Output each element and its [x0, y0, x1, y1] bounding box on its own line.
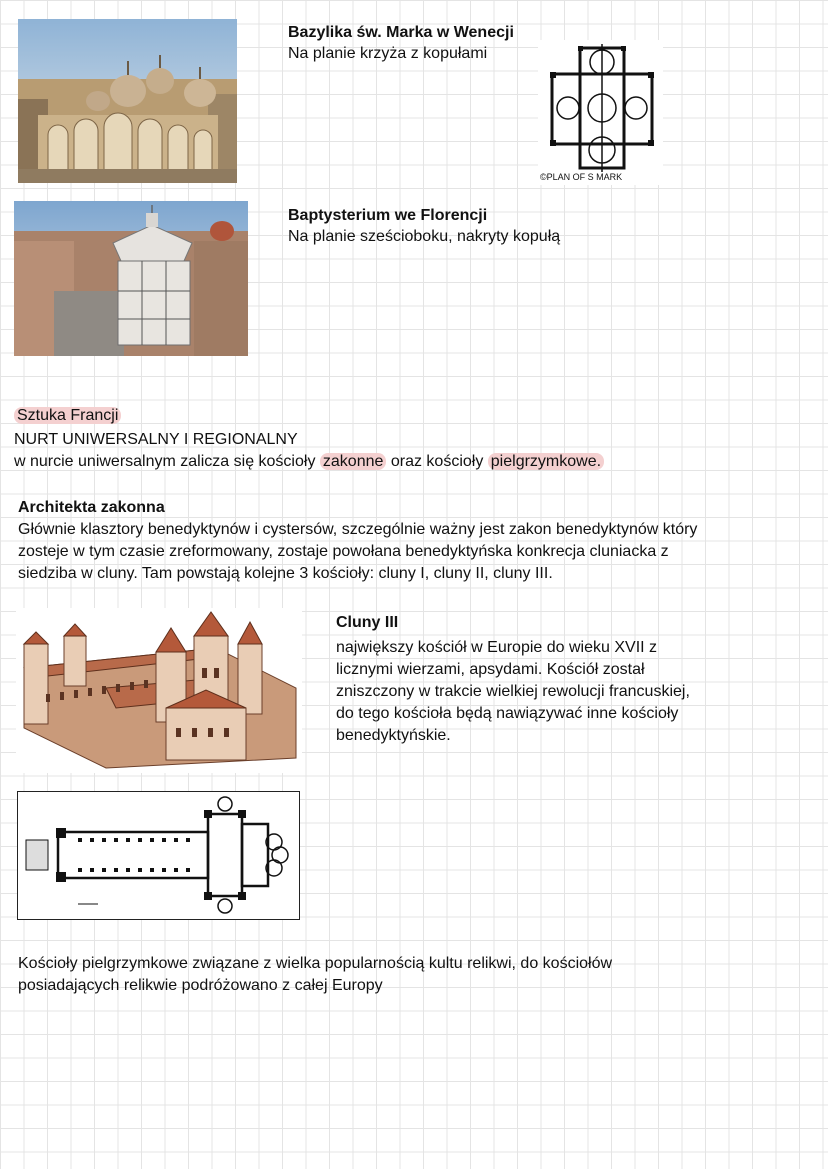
plan-label: ©PLAN OF S MARK: [540, 172, 623, 182]
cluny-line-1: największy kościół w Europie do wieku XVII z: [336, 639, 658, 656]
st-marks-floor-plan: [538, 40, 663, 185]
cluny-line-4: do tego kościoła będą nawiązywać inne kościoły: [336, 705, 679, 722]
france-heading: [14, 405, 121, 426]
pilgrimage-line-1: Kościoły pielgrzymkowe związane z wielka popularnością kultu relikwi, do kościołów: [18, 955, 613, 972]
cluny-iii-illustration: [16, 608, 302, 773]
florence-description: Na planie sześcioboku, nakryty kopułą: [288, 228, 561, 245]
monastic-line-2: zosteje w tym czasie zreformowany, zostaje powołana benedyktyńska konkrecja cluniacka z: [18, 543, 669, 560]
france-intro-line: [14, 451, 604, 472]
cluny-title: Cluny III: [336, 614, 399, 631]
highlight-pielgrzymkowe: pielgrzymkowe.: [488, 453, 604, 470]
cluny-line-3: zniszczony w trakcie wielkiej rewolucji francuskiej,: [336, 683, 690, 700]
venice-description: Na planie krzyża z kopułami: [288, 45, 488, 62]
highlight-zakonne: zakonne: [320, 453, 387, 470]
monastic-title: Architekta zakonna: [18, 499, 165, 516]
cluny-line-2: licznymi wierzami, apsydami. Kościół został: [336, 661, 645, 678]
monastic-line-1: Głównie klasztory benedyktynów i cystersów, szczególnie ważny jest zakon benedyktynów który: [18, 521, 698, 538]
pilgrimage-line-2: posiadających relikwie podróżowano z całej Europy: [18, 977, 383, 994]
florence-title: Baptysterium we Florencji: [288, 207, 488, 224]
monastic-line-3: siedziba w cluny. Tam powstają kolejne 3 kościoły: cluny I, cluny II, cluny III.: [18, 565, 553, 582]
france-line-pre: w nurcie uniwersalnym zalicza się kościoły: [14, 453, 316, 470]
florence-baptistery-photo: [14, 201, 248, 356]
cluny-iii-floor-plan: [17, 791, 300, 920]
st-marks-basilica-photo: [18, 19, 237, 183]
france-line-mid: oraz kościoły: [390, 453, 484, 470]
france-subheading: NURT UNIWERSALNY I REGIONALNY: [14, 431, 298, 448]
venice-title: Bazylika św. Marka w Wenecji: [288, 24, 514, 41]
cluny-line-5: benedyktyńskie.: [336, 727, 451, 744]
france-heading-text: Sztuka Francji: [14, 407, 121, 424]
